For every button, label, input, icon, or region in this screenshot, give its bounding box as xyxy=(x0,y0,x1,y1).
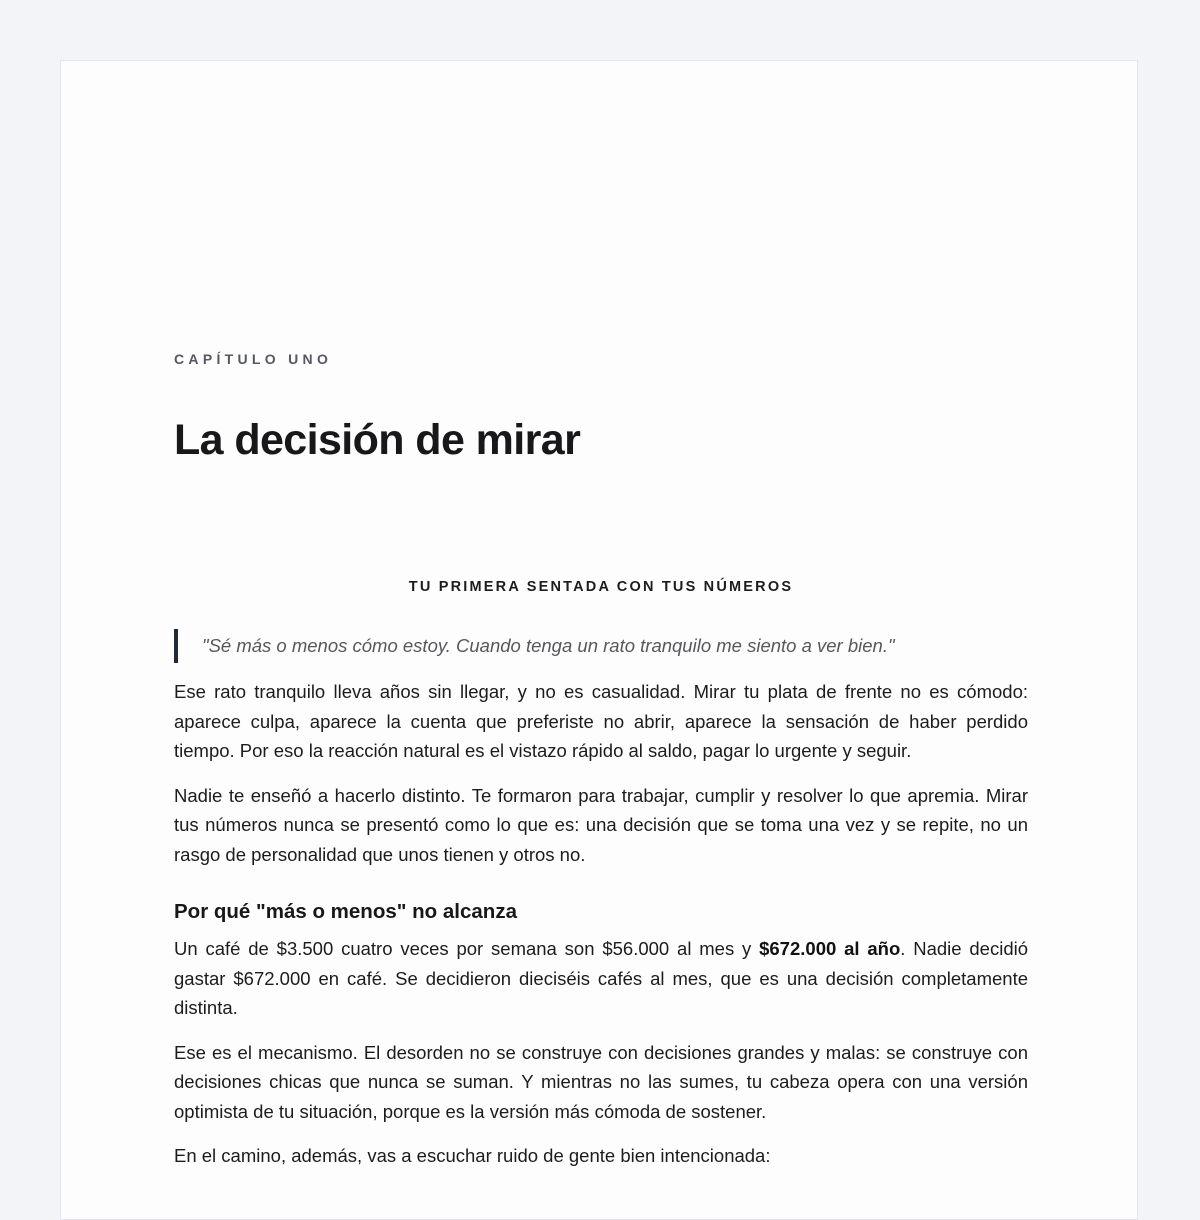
section-subheading: Por qué "más o menos" no alcanza xyxy=(174,900,517,923)
chapter-title: La decisión de mirar xyxy=(174,416,581,464)
paragraph-rato-tranquilo: Ese rato tranquilo lleva años sin llegar, y no es casualidad. Mirar tu plata de frente no es cómodo: aparece culpa, aparece la cuenta que preferiste no abrir, aparece la sensación de haber perdido tiempo. Por eso la reacción natural es el vistazo rápido al saldo, pagar lo urgente y seguir. xyxy=(174,681,1028,761)
section-kicker: TU PRIMERA SENTADA CON TUS NÚMEROS xyxy=(408,579,794,595)
paragraph-mecanismo: Ese es el mecanismo. El desorden no se construye con decisiones grandes y malas: se construye con decisiones chicas que nunca se suman. Y mientras no las sumes, tu cabeza opera con una versión optimista de tu situación, porque es la versión más cómoda de sostener. xyxy=(174,1041,1028,1122)
paragraph-cafe-start: Un café de $3.500 cuatro veces por semana son $56.000 al mes y xyxy=(174,938,760,959)
body-text xyxy=(174,629,1028,1186)
chapter-label: CAPÍTULO UNO xyxy=(174,351,333,367)
annual-cost-highlight: $672.000 al año xyxy=(759,938,901,959)
document-page xyxy=(60,60,1138,1220)
paragraph-cafe xyxy=(174,934,1028,1023)
paragraph-ruido: En el camino, además, vas a escuchar ruido de gente bien intencionada: xyxy=(174,1145,771,1166)
paragraph-nadie-te-enseno: Nadie te enseñó a hacerlo distinto. Te formaron para trabajar, cumplir y resolver lo que apremia. Mirar tus números nunca se presentó como lo que es: una decisión que se toma una vez y se repite, no un rasgo de personalidad que unos tienen y otros no. xyxy=(174,784,1028,865)
epigraph-quote: "Sé más o menos cómo estoy. Cuando tenga un rato tranquilo me siento a ver bien." xyxy=(174,629,1028,663)
paragraph-cafe-end: . Nadie decidió gastar $672.000 en café. Se decidieron dieciséis cafés al mes, que es una decisión completamente distinta. xyxy=(174,938,1029,1018)
